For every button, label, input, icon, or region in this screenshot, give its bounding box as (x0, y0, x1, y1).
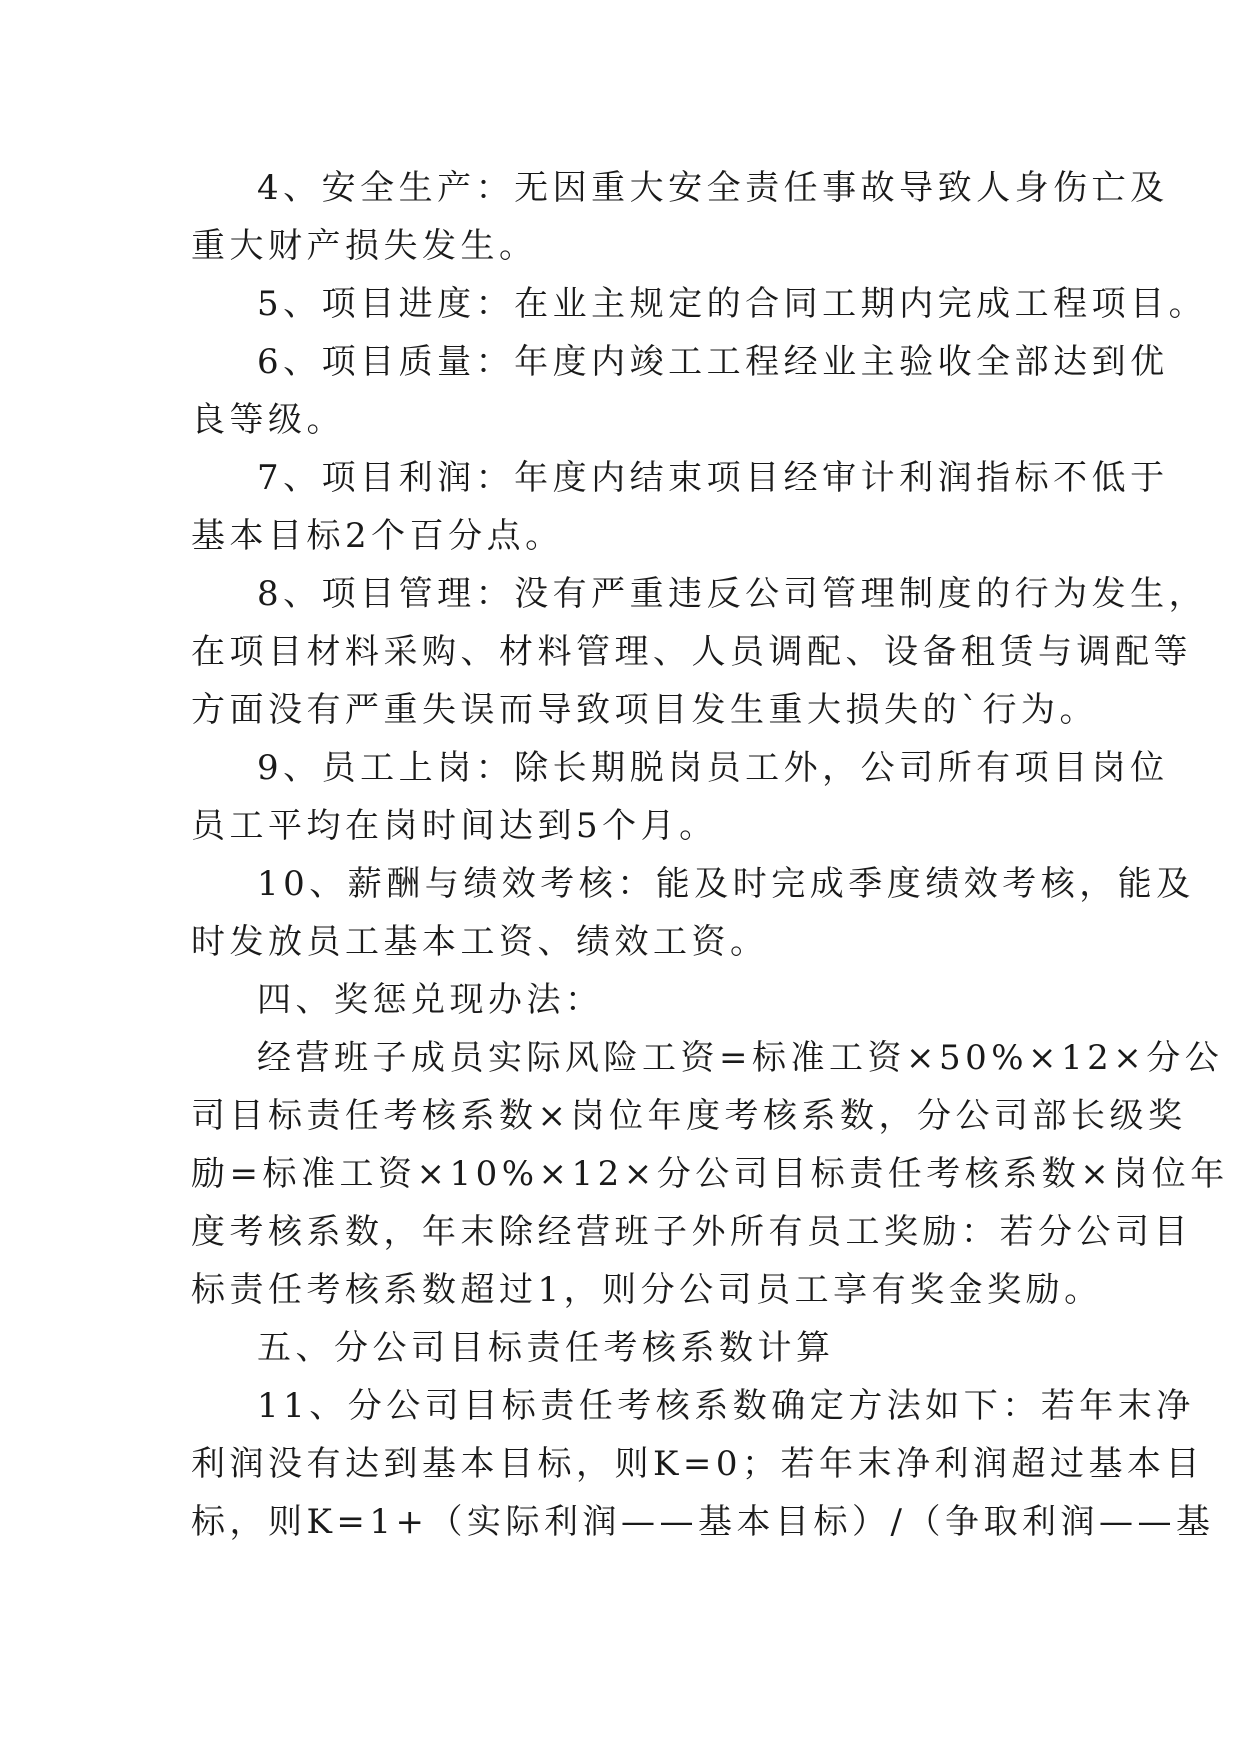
text-line: 重大财产损失发生。 (191, 226, 538, 266)
text-line: 励=标准工资×10%×12×分公司目标责任考核系数×岗位年 (191, 1154, 1229, 1194)
text-line: 标责任考核系数超过1，则分公司员工享有奖金奖励。 (191, 1270, 1103, 1310)
text-line: 利润没有达到基本目标，则K=0；若年末净利润超过基本目 (191, 1444, 1205, 1484)
text-line: 度考核系数，年末除经营班子外所有员工奖励：若分公司目 (191, 1212, 1192, 1252)
text-line: 在项目材料采购、材料管理、人员调配、设备租赁与调配等 (191, 632, 1192, 672)
text-line: 9、员工上岗：除长期脱岗员工外，公司所有项目岗位 (257, 748, 1169, 788)
text-line: 经营班子成员实际风险工资=标准工资×50%×12×分公 (257, 1038, 1224, 1078)
text-line: 时发放员工基本工资、绩效工资。 (191, 922, 769, 962)
text-line: 6、项目质量：年度内竣工工程经业主验收全部达到优 (257, 342, 1169, 382)
text-line: 司目标责任考核系数×岗位年度考核系数，分公司部长级奖 (191, 1096, 1187, 1136)
text-line: 良等级。 (191, 400, 345, 440)
section-heading: 五、分公司目标责任考核系数计算 (257, 1328, 835, 1368)
text-line: 标，则K=1+（实际利润——基本目标）/（争取利润——基 (191, 1502, 1215, 1542)
text-line: 5、项目进度：在业主规定的合同工期内完成工程项目。 (257, 284, 1208, 324)
text-line: 11、分公司目标责任考核系数确定方法如下：若年末净 (257, 1386, 1195, 1426)
text-line: 4、安全生产：无因重大安全责任事故导致人身伤亡及 (257, 168, 1169, 208)
text-line: 10、薪酬与绩效考核：能及时完成季度绩效考核，能及 (257, 864, 1195, 904)
text-line: 7、项目利润：年度内结束项目经审计利润指标不低于 (257, 458, 1169, 498)
section-heading: 四、奖惩兑现办法： (257, 980, 604, 1020)
text-line: 8、项目管理：没有严重违反公司管理制度的行为发生， (257, 574, 1208, 614)
text-line: 方面没有严重失误而导致项目发生重大损失的`行为。 (191, 690, 1098, 730)
text-line: 员工平均在岗时间达到5个月。 (191, 806, 718, 846)
text-line: 基本目标2个百分点。 (191, 516, 564, 556)
